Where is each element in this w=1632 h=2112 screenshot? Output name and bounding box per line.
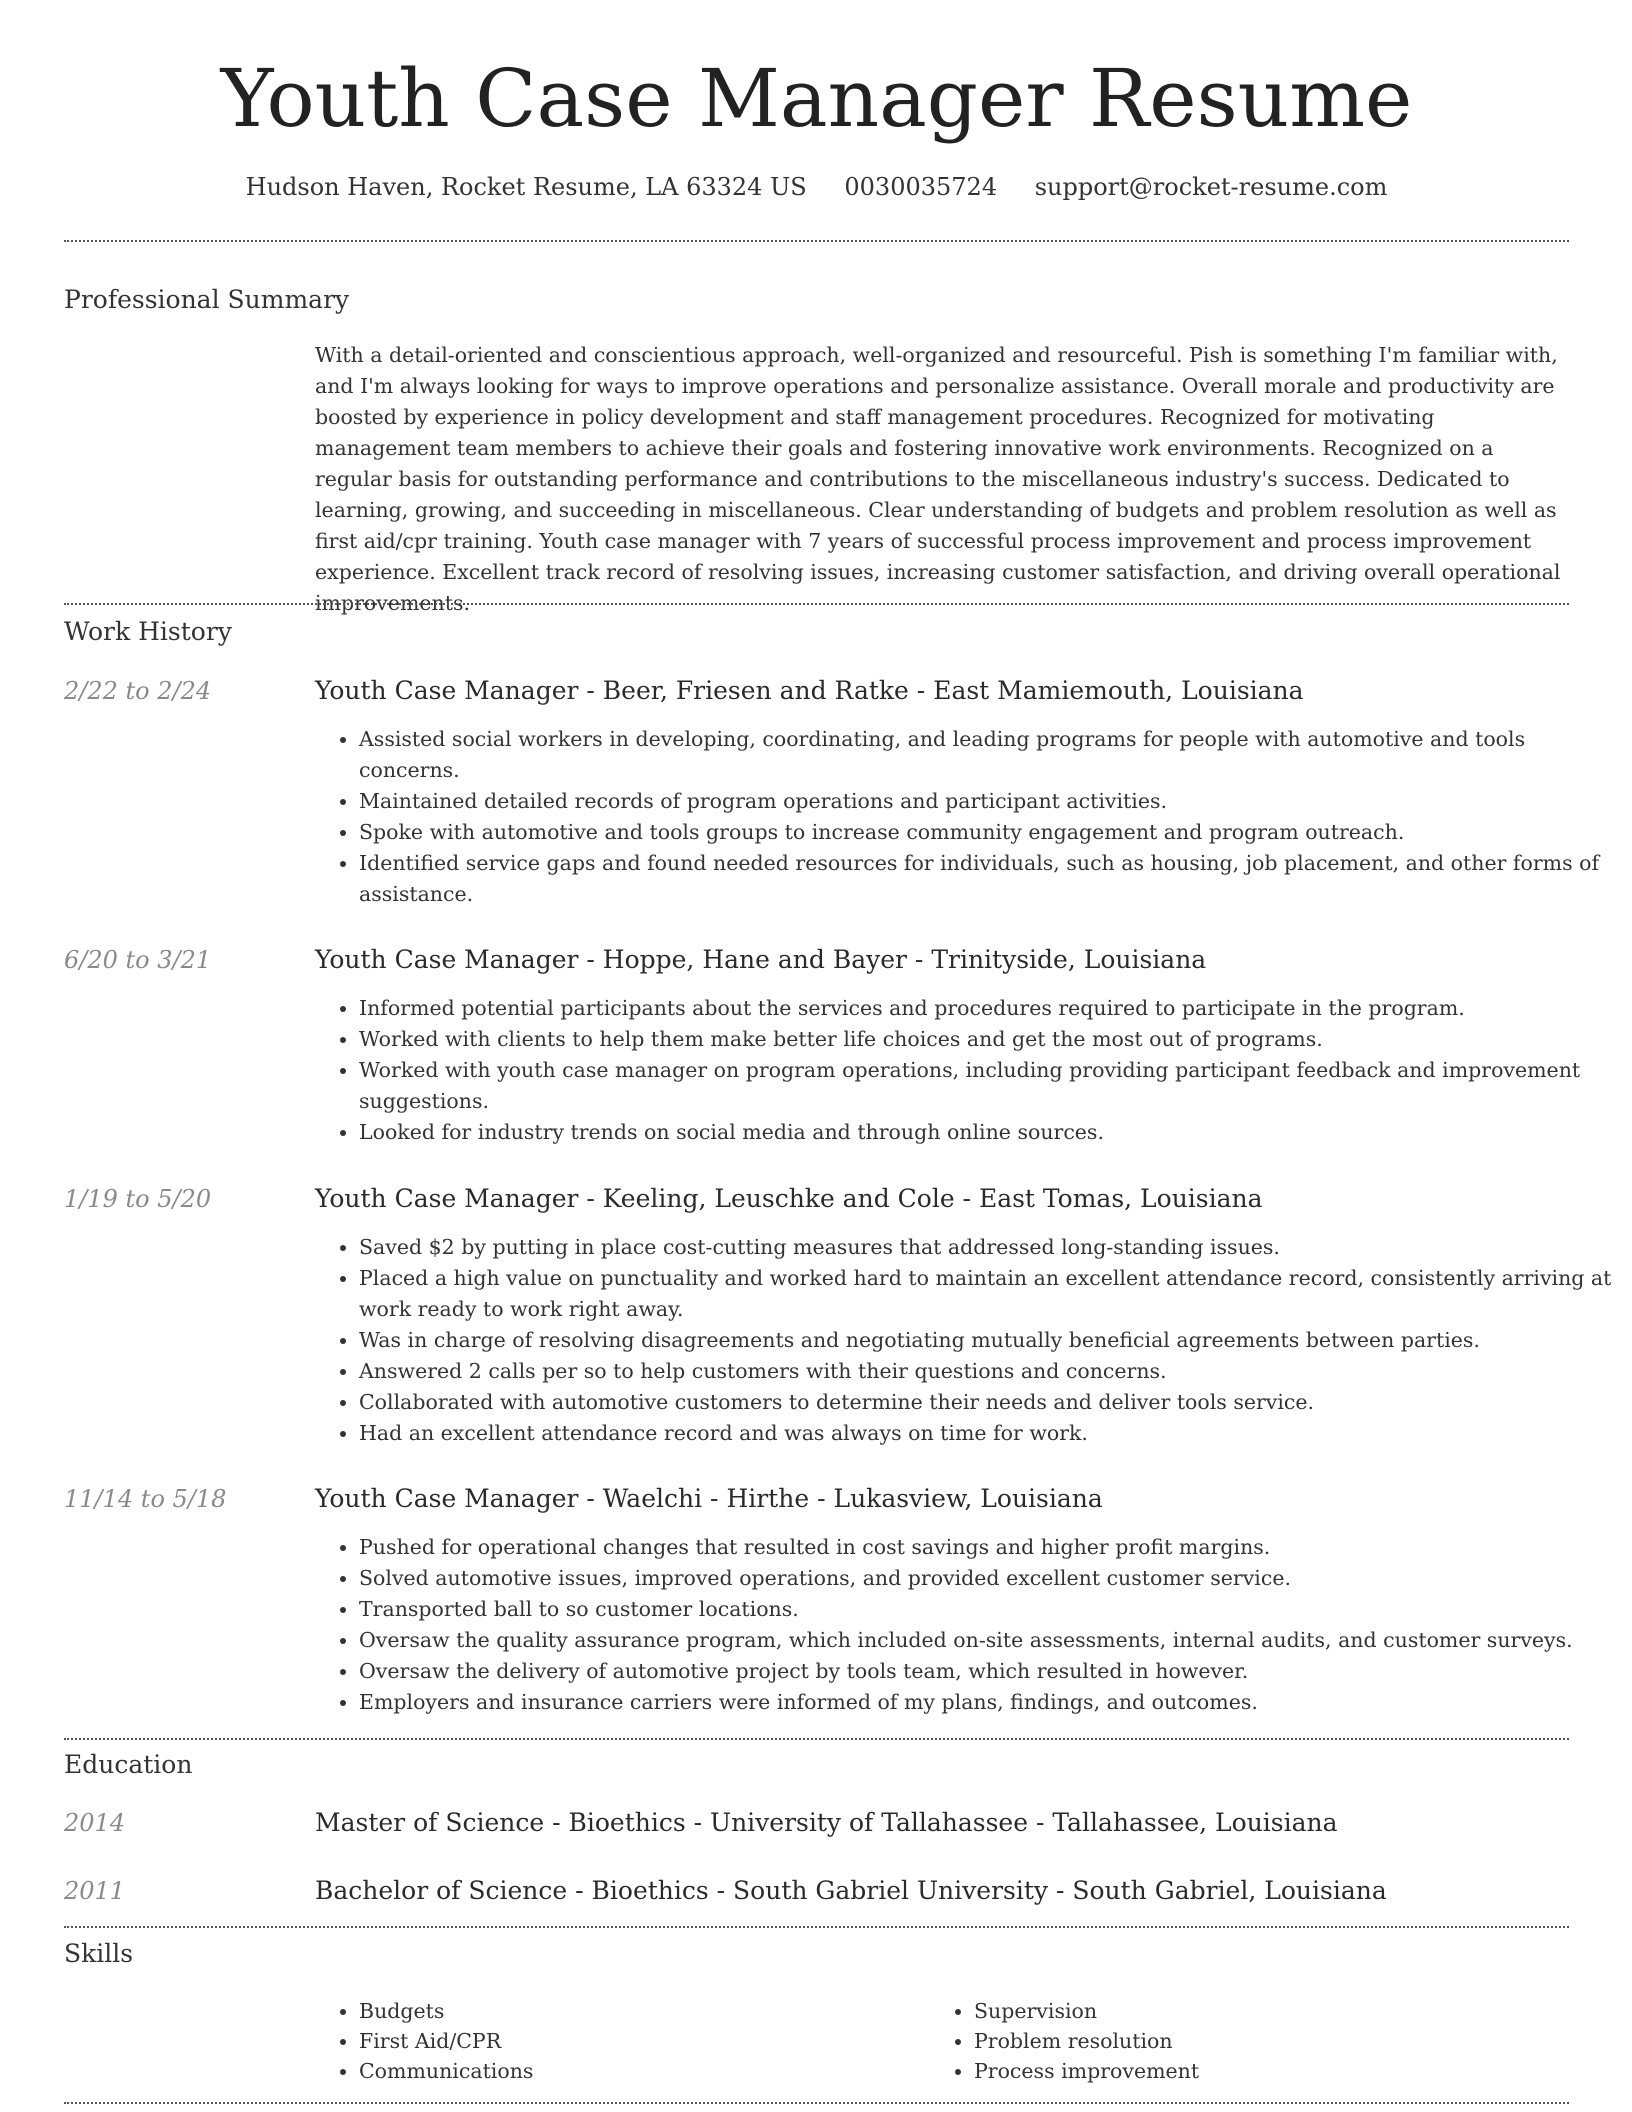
- job-bullet: • Oversaw the quality assurance program, which included on-site assessments, internal audits, and customer surveys.: [359, 1625, 1613, 1656]
- summary-heading: Professional Summary: [64, 285, 350, 314]
- job-title: Youth Case Manager - Hoppe, Hane and Bayer - Trinityside, Louisiana: [315, 945, 1207, 974]
- job-dates: 11/14 to 5/18: [64, 1485, 227, 1513]
- job-bullet: • Collaborated with automotive customers to determine their needs and deliver tools service.: [359, 1387, 1613, 1418]
- job-bullet: • Saved $2 by putting in place cost-cutting measures that addressed long-standing issues.: [359, 1232, 1613, 1263]
- job-dates: 6/20 to 3/21: [64, 946, 212, 974]
- job-bullet: • Worked with clients to help them make better life choices and get the most out of programs.: [359, 1024, 1613, 1055]
- skill-item: • Budgets: [359, 1996, 919, 2026]
- job-title: Youth Case Manager - Keeling, Leuschke and Cole - East Tomas, Louisiana: [315, 1184, 1263, 1213]
- summary-text: With a detail-oriented and conscientious approach, well-organized and resourceful. Pish is something I'm familiar with, and I'm always looking for ways to improve operations and personalize assistance. Overall morale and productivity are boosted by experience in policy development and staff management procedures. Recognized for motivating management team members to achieve their goals and fostering innovative work environments. Recognized on a regular basis for outstanding performance and contributions to the miscellaneous industry's success. Dedicated to learning, growing, and succeeding in miscellaneous. Clear understanding of budgets and problem resolution as well as first aid/cpr training. Youth case manager with 7 years of successful process improvement and process improvement experience. Excellent track record of resolving issues, increasing customer satisfaction, and driving overall operational improvements.: [315, 343, 1561, 615]
- education-heading: Education: [64, 1750, 193, 1779]
- skill-item: • Problem resolution: [974, 2026, 1534, 2056]
- job-bullet: • Pushed for operational changes that resulted in cost savings and higher profit margins.: [359, 1532, 1613, 1563]
- skills-list-right: [930, 1996, 1534, 2086]
- skill-item: • Supervision: [974, 1996, 1534, 2026]
- section-divider: [64, 603, 1569, 605]
- contact-address: Hudson Haven, Rocket Resume, LA 63324 US: [245, 173, 807, 201]
- contact-phone: 0030035724: [844, 173, 998, 201]
- job-bullet: • Transported ball to so customer locations.: [359, 1594, 1613, 1625]
- job-bullets: [315, 1232, 1613, 1449]
- job-bullets: [315, 724, 1613, 910]
- work-history-heading: Work History: [64, 617, 232, 646]
- section-divider: [64, 240, 1569, 242]
- job-bullet: • Placed a high value on punctuality and worked hard to maintain an excellent attendance record, consistently arriving at work ready to work right away.: [359, 1263, 1613, 1325]
- job-dates: 1/19 to 5/20: [64, 1185, 212, 1213]
- job-title: Youth Case Manager - Waelchi - Hirthe - Lukasview, Louisiana: [315, 1484, 1103, 1513]
- job-bullet: • Looked for industry trends on social media and through online sources.: [359, 1117, 1613, 1148]
- job-bullet: • Maintained detailed records of program operations and participant activities.: [359, 786, 1613, 817]
- skills-heading: Skills: [64, 1939, 134, 1968]
- job-bullet: • Employers and insurance carriers were informed of my plans, findings, and outcomes.: [359, 1687, 1613, 1718]
- job-bullet: • Was in charge of resolving disagreements and negotiating mutually beneficial agreements between parties.: [359, 1325, 1613, 1356]
- job-bullet: • Answered 2 calls per so to help customers with their questions and concerns.: [359, 1356, 1613, 1387]
- job-bullet: • Had an excellent attendance record and was always on time for work.: [359, 1418, 1613, 1449]
- job-bullet: • Worked with youth case manager on program operations, including providing participant feedback and improvement suggestions.: [359, 1055, 1613, 1117]
- resume-page: [64, 0, 1612, 2112]
- job-title: Youth Case Manager - Beer, Friesen and Ratke - East Mamiemouth, Louisiana: [315, 676, 1304, 705]
- job-bullet: • Identified service gaps and found needed resources for individuals, such as housing, job placement, and other forms of assistance.: [359, 848, 1613, 910]
- resume-title: Youth Case Manager Resume: [220, 52, 1413, 145]
- skill-item: • First Aid/CPR: [359, 2026, 919, 2056]
- education-year: 2011: [64, 1877, 126, 1905]
- job-bullet: • Solved automotive issues, improved operations, and provided excellent customer service.: [359, 1563, 1613, 1594]
- job-bullet: • Assisted social workers in developing, coordinating, and leading programs for people with automotive and tools concerns.: [359, 724, 1613, 786]
- education-degree: Master of Science - Bioethics - University of Tallahassee - Tallahassee, Louisiana: [315, 1808, 1338, 1837]
- contact-email: support@rocket-resume.com: [1034, 173, 1388, 201]
- job-bullets: [315, 993, 1613, 1148]
- skills-list-left: [315, 1996, 919, 2086]
- education-entry: [64, 1874, 1569, 1910]
- skill-item: • Process improvement: [974, 2056, 1534, 2086]
- education-year: 2014: [64, 1809, 126, 1837]
- education-degree: Bachelor of Science - Bioethics - South Gabriel University - South Gabriel, Louisiana: [315, 1876, 1387, 1905]
- job-bullet: • Informed potential participants about the services and procedures required to participate in the program.: [359, 993, 1613, 1024]
- section-divider: [64, 1738, 1569, 1740]
- job-bullet: • Spoke with automotive and tools groups to increase community engagement and program outreach.: [359, 817, 1613, 848]
- job-bullets: [315, 1532, 1613, 1718]
- education-entry: [64, 1806, 1569, 1842]
- job-dates: 2/22 to 2/24: [64, 677, 212, 705]
- section-divider: [64, 2102, 1569, 2104]
- section-divider: [64, 1926, 1569, 1928]
- skill-item: • Communications: [359, 2056, 919, 2086]
- contact-line: [64, 170, 1569, 204]
- job-bullet: • Oversaw the delivery of automotive project by tools team, which resulted in however.: [359, 1656, 1613, 1687]
